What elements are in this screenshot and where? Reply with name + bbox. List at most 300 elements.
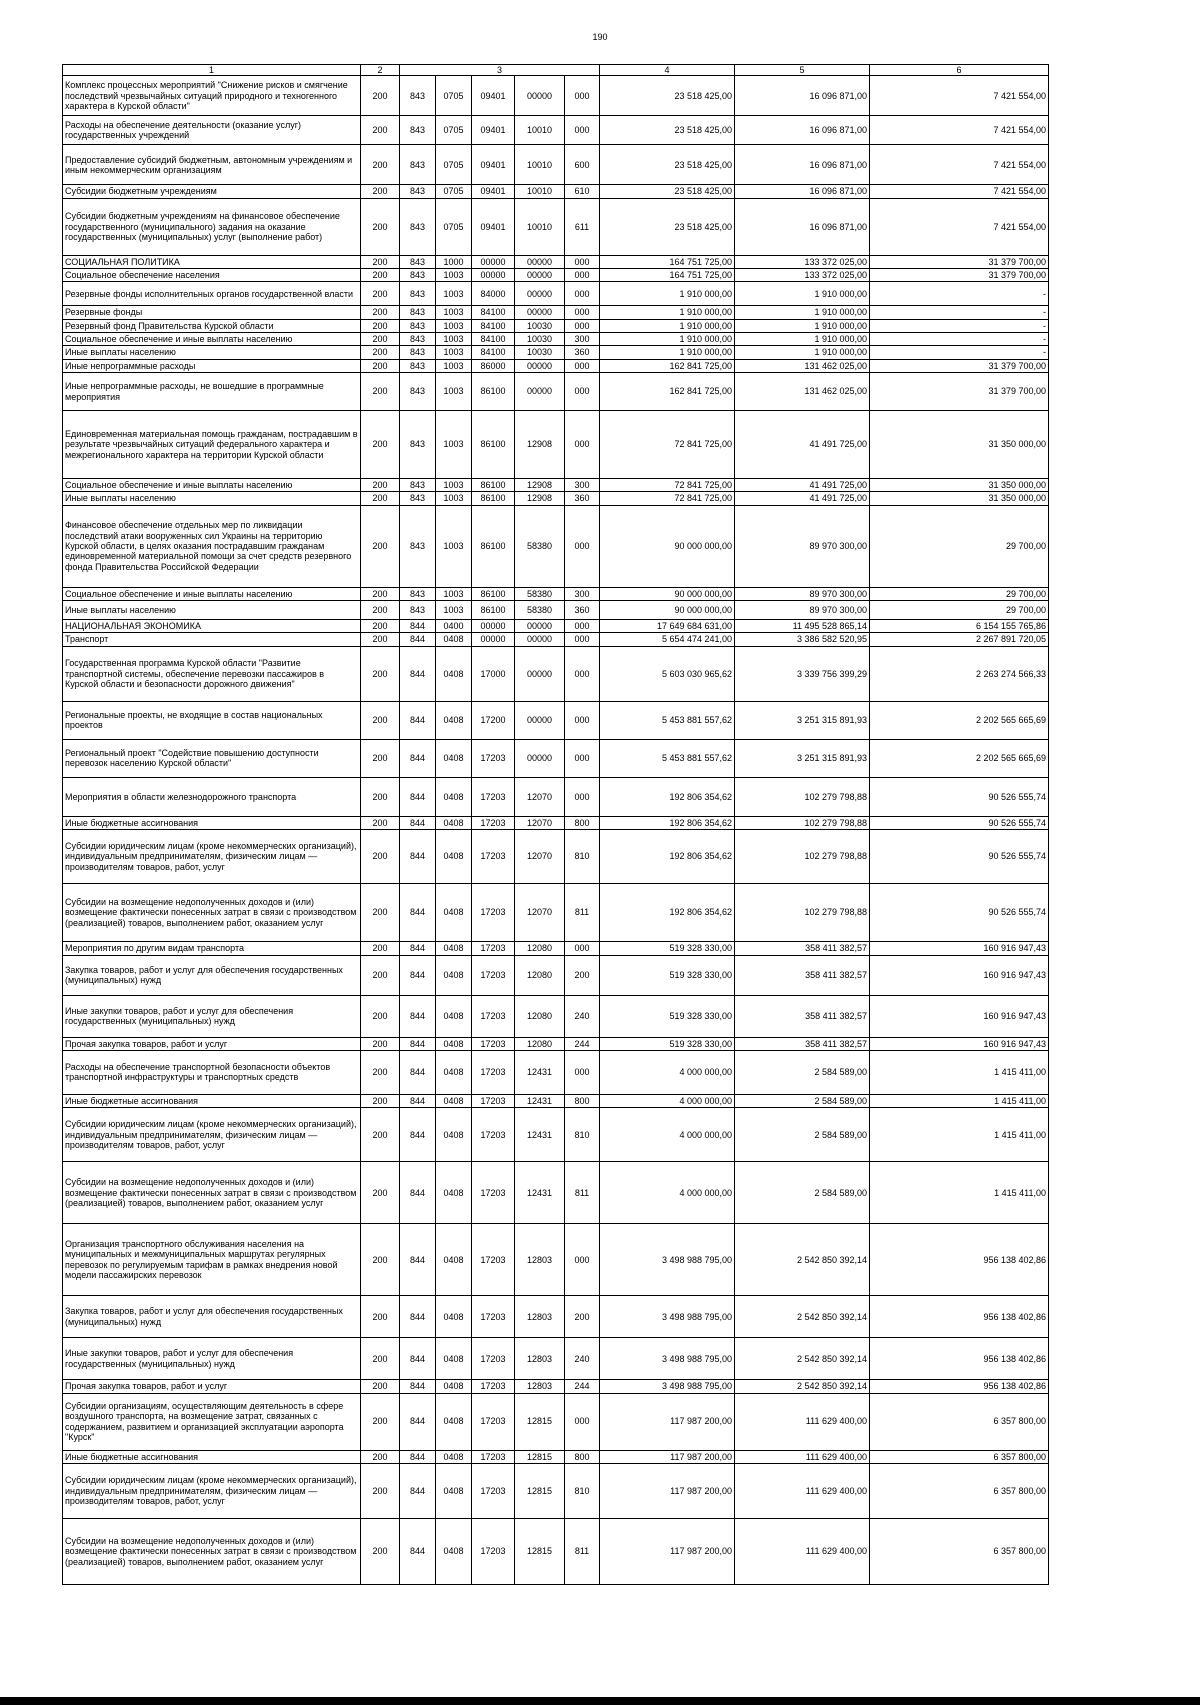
amount-col-4: 519 328 330,00	[600, 1037, 735, 1050]
code-expense-type: 000	[565, 942, 600, 955]
amount-col-5: 111 629 400,00	[735, 1393, 870, 1450]
code-program: 17000	[472, 646, 515, 701]
table-row	[63, 942, 1049, 955]
code-direction: 12815	[515, 1518, 565, 1584]
amount-col-5: 102 279 798,88	[735, 777, 870, 816]
table-row	[63, 701, 1049, 739]
code-expense-type: 000	[565, 359, 600, 372]
page-number: 190	[592, 32, 608, 42]
code-direction: 12080	[515, 1037, 565, 1050]
budget-table	[62, 64, 1049, 1585]
code-expense-type: 300	[565, 333, 600, 346]
amount-col-6: 2 267 891 720,05	[870, 633, 1049, 646]
amount-col-6: 29 700,00	[870, 505, 1049, 587]
code-expense-type: 000	[565, 739, 600, 777]
code-ministry: 844	[400, 777, 436, 816]
code-subsection: 0408	[436, 777, 472, 816]
code-expense-type: 000	[565, 116, 600, 145]
code-direction: 12815	[515, 1393, 565, 1450]
code-program: 17203	[472, 955, 515, 995]
amount-col-4: 164 751 725,00	[600, 269, 735, 282]
row-name: Закупка товаров, работ и услуг для обеспечения государственных (муниципальных) нужд	[63, 955, 361, 995]
code-ministry: 844	[400, 646, 436, 701]
code-ministry: 843	[400, 198, 436, 255]
code-subsection: 0408	[436, 1296, 472, 1338]
amount-col-6: 7 421 554,00	[870, 116, 1049, 145]
code-expense-type: 810	[565, 830, 600, 884]
code-subsection: 0408	[436, 995, 472, 1037]
code-subsection: 0705	[436, 116, 472, 145]
code-program: 00000	[472, 633, 515, 646]
row-name: Транспорт	[63, 633, 361, 646]
table-row	[63, 76, 1049, 116]
code-program: 17200	[472, 701, 515, 739]
code-subsection: 0408	[436, 633, 472, 646]
code-expense-type: 000	[565, 255, 600, 268]
amount-col-6: 90 526 555,74	[870, 884, 1049, 942]
table-row	[63, 1380, 1049, 1393]
table-row	[63, 1162, 1049, 1224]
code-expense-type: 360	[565, 346, 600, 359]
amount-col-6: -	[870, 333, 1049, 346]
code-direction: 12908	[515, 479, 565, 492]
amount-col-4: 23 518 425,00	[600, 185, 735, 198]
header-col-5: 5	[735, 65, 870, 76]
code-subsection: 0408	[436, 1518, 472, 1584]
code-section: 200	[361, 620, 400, 633]
amount-col-4: 90 000 000,00	[600, 587, 735, 600]
amount-col-6: 31 350 000,00	[870, 492, 1049, 505]
code-ministry: 844	[400, 739, 436, 777]
code-direction: 00000	[515, 373, 565, 411]
amount-col-5: 3 251 315 891,93	[735, 701, 870, 739]
code-section: 200	[361, 1393, 400, 1450]
row-name: Социальное обеспечение и иные выплаты населению	[63, 479, 361, 492]
amount-col-5: 16 096 871,00	[735, 185, 870, 198]
amount-col-6: 6 357 800,00	[870, 1463, 1049, 1518]
code-ministry: 844	[400, 1518, 436, 1584]
amount-col-6: 7 421 554,00	[870, 185, 1049, 198]
code-program: 09401	[472, 185, 515, 198]
code-expense-type: 000	[565, 319, 600, 332]
code-expense-type: 300	[565, 587, 600, 600]
amount-col-6: 1 415 411,00	[870, 1050, 1049, 1094]
code-ministry: 844	[400, 1108, 436, 1162]
code-direction: 00000	[515, 701, 565, 739]
header-col-1: 1	[63, 65, 361, 76]
code-expense-type: 200	[565, 1296, 600, 1338]
code-subsection: 0408	[436, 1108, 472, 1162]
amount-col-5: 1 910 000,00	[735, 282, 870, 306]
code-ministry: 844	[400, 1050, 436, 1094]
table-row	[63, 306, 1049, 319]
code-ministry: 843	[400, 346, 436, 359]
code-ministry: 844	[400, 1338, 436, 1380]
code-subsection: 0408	[436, 1450, 472, 1463]
code-section: 200	[361, 269, 400, 282]
table-row	[63, 1224, 1049, 1296]
code-expense-type: 610	[565, 185, 600, 198]
row-name: Региональные проекты, не входящие в состав национальных проектов	[63, 701, 361, 739]
row-name: Иные бюджетные ассигнования	[63, 1094, 361, 1107]
code-ministry: 843	[400, 492, 436, 505]
code-expense-type: 000	[565, 373, 600, 411]
code-program: 86100	[472, 479, 515, 492]
amount-col-6: -	[870, 346, 1049, 359]
code-program: 17203	[472, 1094, 515, 1107]
code-program: 84100	[472, 333, 515, 346]
code-expense-type: 200	[565, 955, 600, 995]
code-direction: 00000	[515, 646, 565, 701]
amount-col-6: -	[870, 282, 1049, 306]
code-section: 200	[361, 955, 400, 995]
code-direction: 10010	[515, 185, 565, 198]
header-col-6: 6	[870, 65, 1049, 76]
amount-col-4: 192 806 354,62	[600, 830, 735, 884]
amount-col-4: 23 518 425,00	[600, 198, 735, 255]
amount-col-5: 3 251 315 891,93	[735, 739, 870, 777]
code-subsection: 0408	[436, 739, 472, 777]
row-name: Иные выплаты населению	[63, 492, 361, 505]
code-direction: 12431	[515, 1050, 565, 1094]
code-program: 17203	[472, 1108, 515, 1162]
row-name: Социальное обеспечение населения	[63, 269, 361, 282]
code-section: 200	[361, 1037, 400, 1050]
code-subsection: 0408	[436, 701, 472, 739]
code-section: 200	[361, 306, 400, 319]
code-program: 17203	[472, 942, 515, 955]
row-name: Субсидии юридическим лицам (кроме некоммерческих организаций), индивидуальным предпринимателям, физическим лицам — производителям товаров, работ, услуг	[63, 1108, 361, 1162]
code-direction: 12070	[515, 816, 565, 829]
amount-col-4: 23 518 425,00	[600, 76, 735, 116]
code-section: 200	[361, 884, 400, 942]
code-expense-type: 000	[565, 411, 600, 479]
code-program: 09401	[472, 76, 515, 116]
code-section: 200	[361, 816, 400, 829]
code-ministry: 844	[400, 1224, 436, 1296]
code-expense-type: 244	[565, 1037, 600, 1050]
code-direction: 00000	[515, 269, 565, 282]
code-section: 200	[361, 1450, 400, 1463]
code-section: 200	[361, 373, 400, 411]
code-expense-type: 800	[565, 1094, 600, 1107]
table-row	[63, 411, 1049, 479]
code-program: 84000	[472, 282, 515, 306]
code-expense-type: 000	[565, 701, 600, 739]
code-expense-type: 000	[565, 633, 600, 646]
amount-col-4: 5 453 881 557,62	[600, 701, 735, 739]
code-expense-type: 000	[565, 646, 600, 701]
table-row	[63, 269, 1049, 282]
code-subsection: 1003	[436, 269, 472, 282]
code-expense-type: 360	[565, 601, 600, 620]
code-ministry: 843	[400, 282, 436, 306]
code-section: 200	[361, 492, 400, 505]
code-direction: 10030	[515, 319, 565, 332]
code-expense-type: 600	[565, 145, 600, 185]
code-ministry: 844	[400, 633, 436, 646]
amount-col-4: 72 841 725,00	[600, 411, 735, 479]
amount-col-6: 160 916 947,43	[870, 942, 1049, 955]
code-direction: 10010	[515, 198, 565, 255]
amount-col-5: 1 910 000,00	[735, 346, 870, 359]
code-direction: 00000	[515, 620, 565, 633]
code-section: 200	[361, 359, 400, 372]
code-section: 200	[361, 479, 400, 492]
amount-col-5: 131 462 025,00	[735, 359, 870, 372]
amount-col-4: 23 518 425,00	[600, 145, 735, 185]
code-subsection: 0705	[436, 76, 472, 116]
code-subsection: 0408	[436, 1162, 472, 1224]
code-subsection: 0408	[436, 646, 472, 701]
code-expense-type: 300	[565, 479, 600, 492]
amount-col-5: 133 372 025,00	[735, 255, 870, 268]
amount-col-6: 90 526 555,74	[870, 830, 1049, 884]
amount-col-5: 1 910 000,00	[735, 333, 870, 346]
amount-col-4: 162 841 725,00	[600, 373, 735, 411]
code-expense-type: 800	[565, 816, 600, 829]
amount-col-5: 358 411 382,57	[735, 942, 870, 955]
table-body	[63, 76, 1049, 1585]
code-ministry: 843	[400, 145, 436, 185]
code-program: 84100	[472, 346, 515, 359]
code-direction: 12070	[515, 884, 565, 942]
code-expense-type: 811	[565, 884, 600, 942]
amount-col-4: 90 000 000,00	[600, 601, 735, 620]
code-program: 09401	[472, 145, 515, 185]
code-subsection: 0408	[436, 1094, 472, 1107]
code-subsection: 1003	[436, 359, 472, 372]
row-name: Субсидии организациям, осуществляющим деятельность в сфере воздушного транспорта, на возмещение затрат, связанных с содержанием, развитием и организацией эксплуатации аэропорта "Курск"	[63, 1393, 361, 1450]
code-direction: 00000	[515, 633, 565, 646]
code-program: 17203	[472, 777, 515, 816]
row-name: Субсидии бюджетным учреждениям на финансовое обеспечение государственного (муниципального) задания на оказание государственных (муниципальных) услуг (выполнение работ)	[63, 198, 361, 255]
table-row	[63, 479, 1049, 492]
code-subsection: 0705	[436, 185, 472, 198]
amount-col-5: 1 910 000,00	[735, 319, 870, 332]
row-name: Мероприятия по другим видам транспорта	[63, 942, 361, 955]
row-name: Финансовое обеспечение отдельных мер по ликвидации последствий атаки вооруженных сил Украины на территорию Курской области, в целях оказания пострадавшим гражданам единовременной материальной помощи за счет средств резервного фонда Правительства Российской Федерации	[63, 505, 361, 587]
code-ministry: 843	[400, 306, 436, 319]
row-name: Социальное обеспечение и иные выплаты населению	[63, 333, 361, 346]
amount-col-4: 3 498 988 795,00	[600, 1338, 735, 1380]
code-section: 200	[361, 333, 400, 346]
code-subsection: 1003	[436, 479, 472, 492]
code-subsection: 1003	[436, 333, 472, 346]
code-ministry: 844	[400, 884, 436, 942]
table-row	[63, 633, 1049, 646]
code-direction: 58380	[515, 505, 565, 587]
row-name: Организация транспортного обслуживания населения на муниципальных и межмуниципальных маршрутах регулярных перевозок по регулируемым тарифам в рамках внедрения новой модели пассажирских перевозок	[63, 1224, 361, 1296]
code-subsection: 1003	[436, 601, 472, 620]
code-direction: 12815	[515, 1450, 565, 1463]
amount-col-4: 162 841 725,00	[600, 359, 735, 372]
row-name: Субсидии юридическим лицам (кроме некоммерческих организаций), индивидуальным предпринимателям, физическим лицам — производителям товаров, работ, услуг	[63, 1463, 361, 1518]
amount-col-4: 164 751 725,00	[600, 255, 735, 268]
code-expense-type: 811	[565, 1518, 600, 1584]
code-subsection: 1003	[436, 505, 472, 587]
header-row	[63, 65, 1049, 76]
code-section: 200	[361, 282, 400, 306]
amount-col-5: 2 584 589,00	[735, 1162, 870, 1224]
code-ministry: 844	[400, 701, 436, 739]
amount-col-5: 16 096 871,00	[735, 145, 870, 185]
row-name: Иные бюджетные ассигнования	[63, 1450, 361, 1463]
code-section: 200	[361, 1518, 400, 1584]
code-section: 200	[361, 1338, 400, 1380]
amount-col-5: 16 096 871,00	[735, 198, 870, 255]
code-program: 17203	[472, 1162, 515, 1224]
code-subsection: 0400	[436, 620, 472, 633]
amount-col-5: 3 386 582 520,95	[735, 633, 870, 646]
code-subsection: 1000	[436, 255, 472, 268]
table-row	[63, 1050, 1049, 1094]
code-ministry: 844	[400, 1296, 436, 1338]
code-subsection: 0408	[436, 1380, 472, 1393]
code-section: 200	[361, 633, 400, 646]
amount-col-4: 192 806 354,62	[600, 777, 735, 816]
row-name: Резервный фонд Правительства Курской области	[63, 319, 361, 332]
code-program: 86100	[472, 505, 515, 587]
code-expense-type: 240	[565, 995, 600, 1037]
code-direction: 12070	[515, 777, 565, 816]
code-subsection: 0705	[436, 198, 472, 255]
amount-col-5: 2 584 589,00	[735, 1050, 870, 1094]
row-name: Субсидии на возмещение недополученных доходов и (или) возмещение фактически понесенных затрат в связи с производством (реализацией) товаров, выполнением работ, оказанием услуг	[63, 1162, 361, 1224]
code-section: 200	[361, 116, 400, 145]
amount-col-6: 31 379 700,00	[870, 359, 1049, 372]
amount-col-5: 133 372 025,00	[735, 269, 870, 282]
amount-col-4: 17 649 684 631,00	[600, 620, 735, 633]
code-program: 17203	[472, 1037, 515, 1050]
header-col-4: 4	[600, 65, 735, 76]
code-program: 86100	[472, 411, 515, 479]
amount-col-4: 1 910 000,00	[600, 306, 735, 319]
amount-col-4: 519 328 330,00	[600, 995, 735, 1037]
row-name: Резервные фонды	[63, 306, 361, 319]
code-subsection: 0408	[436, 1224, 472, 1296]
table-row	[63, 739, 1049, 777]
code-program: 17203	[472, 1224, 515, 1296]
row-name: Предоставление субсидий бюджетным, автономным учреждениям и иным некоммерческим организациям	[63, 145, 361, 185]
code-direction: 10030	[515, 333, 565, 346]
code-expense-type: 244	[565, 1380, 600, 1393]
code-program: 17203	[472, 995, 515, 1037]
code-section: 200	[361, 942, 400, 955]
amount-col-6: 31 350 000,00	[870, 411, 1049, 479]
code-subsection: 0408	[436, 1050, 472, 1094]
code-ministry: 843	[400, 373, 436, 411]
amount-col-6: 7 421 554,00	[870, 145, 1049, 185]
code-section: 200	[361, 319, 400, 332]
code-subsection: 1003	[436, 306, 472, 319]
code-subsection: 1003	[436, 492, 472, 505]
code-ministry: 844	[400, 816, 436, 829]
code-direction: 00000	[515, 359, 565, 372]
amount-col-4: 1 910 000,00	[600, 346, 735, 359]
code-expense-type: 000	[565, 1393, 600, 1450]
amount-col-5: 2 584 589,00	[735, 1094, 870, 1107]
row-name: Иные выплаты населению	[63, 346, 361, 359]
code-section: 200	[361, 1224, 400, 1296]
code-ministry: 843	[400, 185, 436, 198]
amount-col-6: 1 415 411,00	[870, 1108, 1049, 1162]
code-section: 200	[361, 777, 400, 816]
code-direction: 58380	[515, 601, 565, 620]
code-section: 200	[361, 1108, 400, 1162]
code-ministry: 843	[400, 601, 436, 620]
amount-col-4: 4 000 000,00	[600, 1094, 735, 1107]
amount-col-4: 519 328 330,00	[600, 942, 735, 955]
table-row	[63, 1108, 1049, 1162]
code-ministry: 843	[400, 359, 436, 372]
code-section: 200	[361, 198, 400, 255]
table-row	[63, 145, 1049, 185]
table-row	[63, 1094, 1049, 1107]
table-row	[63, 1518, 1049, 1584]
code-subsection: 1003	[436, 411, 472, 479]
code-direction: 12803	[515, 1296, 565, 1338]
code-section: 200	[361, 145, 400, 185]
code-subsection: 1003	[436, 346, 472, 359]
code-section: 200	[361, 346, 400, 359]
code-direction: 10010	[515, 145, 565, 185]
amount-col-6: 31 379 700,00	[870, 255, 1049, 268]
code-subsection: 0408	[436, 816, 472, 829]
code-program: 17203	[472, 1380, 515, 1393]
table-row	[63, 816, 1049, 829]
row-name: Субсидии на возмещение недополученных доходов и (или) возмещение фактически понесенных затрат в связи с производством (реализацией) товаров, выполнением работ, оказанием услуг	[63, 1518, 361, 1584]
code-direction: 58380	[515, 587, 565, 600]
code-program: 86000	[472, 359, 515, 372]
amount-col-6: 6 357 800,00	[870, 1450, 1049, 1463]
code-ministry: 843	[400, 587, 436, 600]
row-name: Иные непрограммные расходы	[63, 359, 361, 372]
code-expense-type: 000	[565, 1224, 600, 1296]
code-section: 200	[361, 830, 400, 884]
row-name: Единовременная материальная помощь гражданам, пострадавшим в результате чрезвычайных ситуаций федерального характера и межрегионального характера на территории Курской области	[63, 411, 361, 479]
table-row	[63, 601, 1049, 620]
code-ministry: 844	[400, 955, 436, 995]
table-row	[63, 1393, 1049, 1450]
code-ministry: 843	[400, 76, 436, 116]
code-ministry: 844	[400, 1463, 436, 1518]
code-ministry: 844	[400, 1094, 436, 1107]
amount-col-6: 29 700,00	[870, 601, 1049, 620]
code-ministry: 843	[400, 479, 436, 492]
code-subsection: 0408	[436, 884, 472, 942]
amount-col-5: 358 411 382,57	[735, 1037, 870, 1050]
code-direction: 12080	[515, 955, 565, 995]
table-row	[63, 346, 1049, 359]
code-program: 17203	[472, 1393, 515, 1450]
amount-col-4: 5 453 881 557,62	[600, 739, 735, 777]
row-name: Расходы на обеспечение деятельности (оказание услуг) государственных учреждений	[63, 116, 361, 145]
row-name: Иные непрограммные расходы, не вошедшие в программные мероприятия	[63, 373, 361, 411]
table-row	[63, 1037, 1049, 1050]
code-direction: 12431	[515, 1094, 565, 1107]
code-ministry: 843	[400, 411, 436, 479]
code-program: 17203	[472, 739, 515, 777]
table-row	[63, 333, 1049, 346]
code-section: 200	[361, 1296, 400, 1338]
amount-col-6: 956 138 402,86	[870, 1224, 1049, 1296]
amount-col-6: 31 379 700,00	[870, 269, 1049, 282]
amount-col-4: 23 518 425,00	[600, 116, 735, 145]
amount-col-5: 2 542 850 392,14	[735, 1380, 870, 1393]
row-name: Комплекс процессных мероприятий "Снижение рисков и смягчение последствий чрезвычайных ситуаций природного и техногенного характера в Курской области"	[63, 76, 361, 116]
code-direction: 12908	[515, 411, 565, 479]
